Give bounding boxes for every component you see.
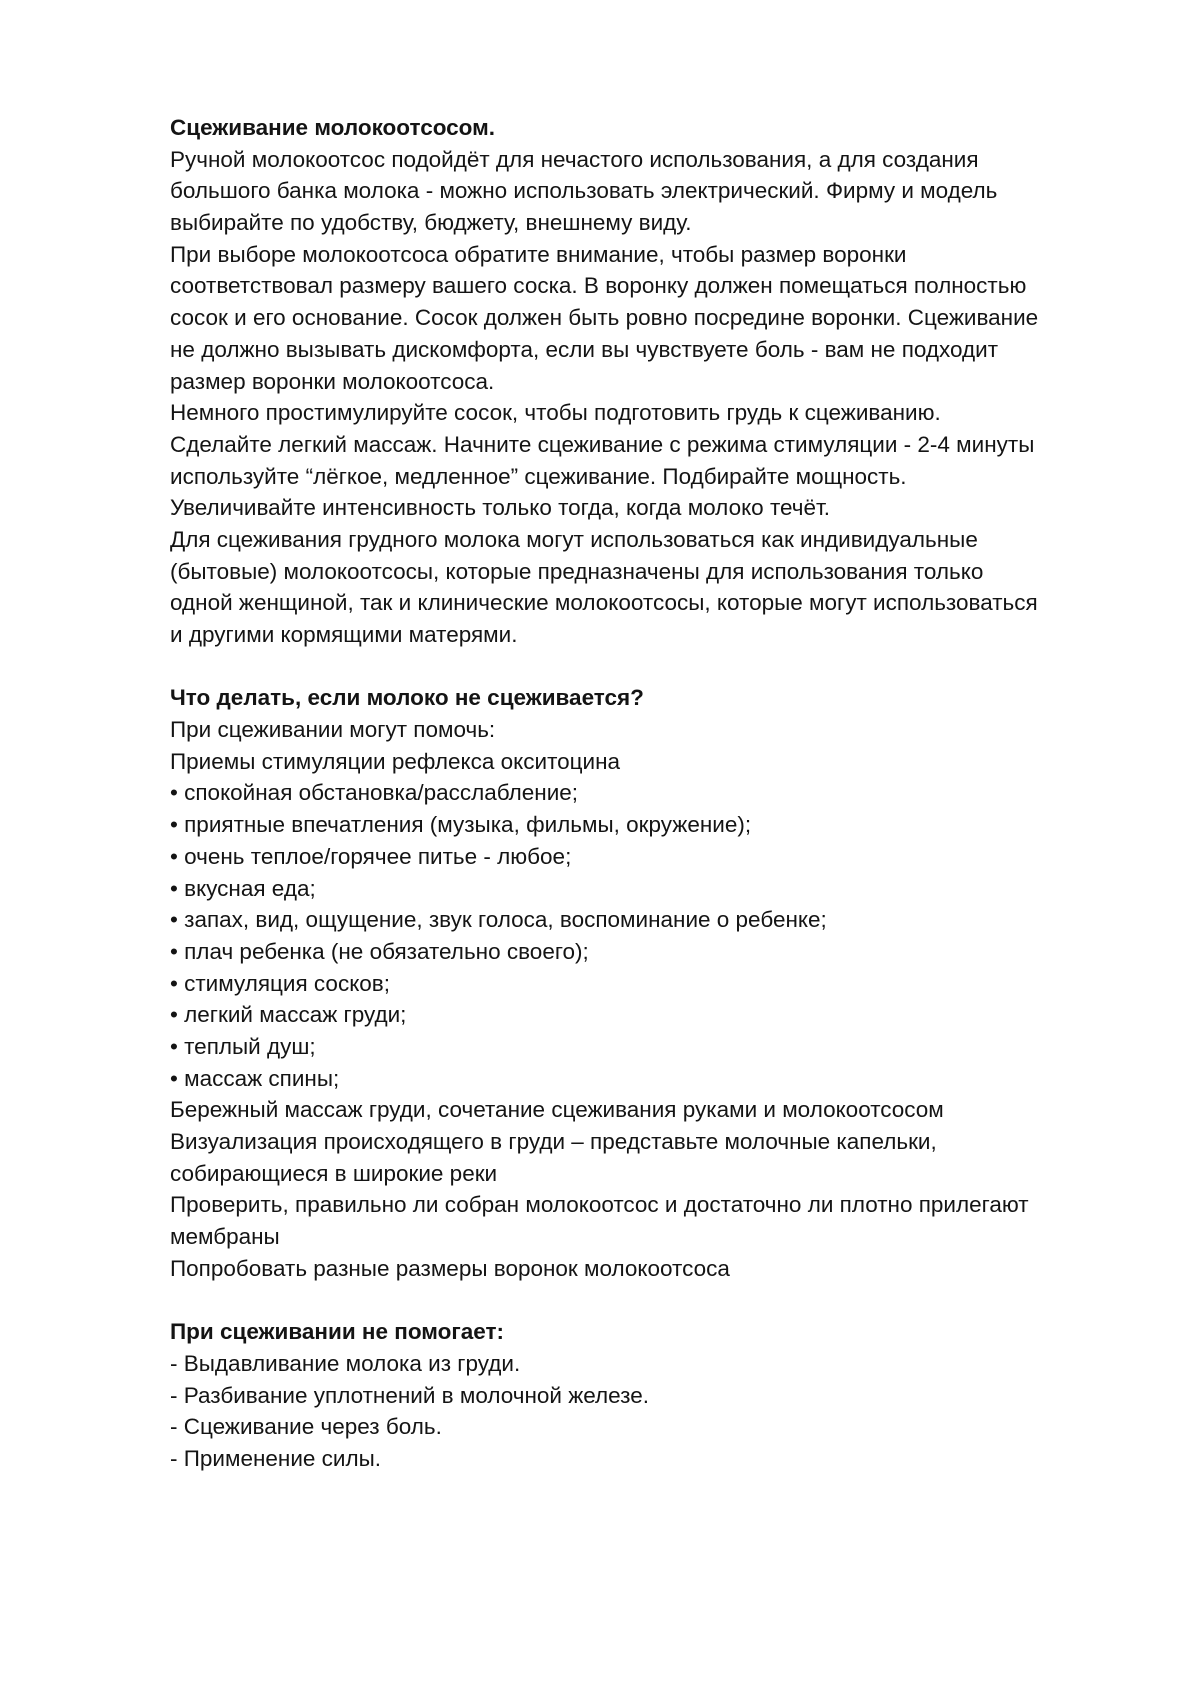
list-item: • массаж спины; bbox=[170, 1065, 340, 1091]
section-heading: Сцеживание молокоотсосом. bbox=[170, 115, 496, 140]
paragraph-line: собирающиеся в широкие реки bbox=[170, 1160, 498, 1186]
paragraph-line: Для сцеживания грудного молока могут использоваться как индивидуальные bbox=[170, 526, 978, 552]
list-item: • стимуляция сосков; bbox=[170, 970, 391, 996]
paragraph-line: сосок и его основание. Сосок должен быть ровно посредине воронки. Сцеживание bbox=[170, 305, 1039, 331]
list-item: - Сцеживание через боль. bbox=[170, 1414, 442, 1440]
paragraph-line: соответствовал размеру вашего соска. В воронку должен помещаться полностью bbox=[170, 273, 1027, 299]
section-no-milk bbox=[170, 682, 1130, 1284]
list-item: - Применение силы. bbox=[170, 1445, 382, 1471]
paragraph-line: (бытовые) молокоотсосы, которые предназначены для использования только bbox=[170, 558, 984, 584]
paragraph-line: Бережный массаж груди, сочетание сцеживания руками и молокоотсосом bbox=[170, 1097, 944, 1123]
paragraph-line: размер воронки молокоотсоса. bbox=[170, 368, 495, 394]
section-does-not-help bbox=[170, 1316, 1130, 1474]
section-heading: При сцеживании не помогает: bbox=[170, 1319, 504, 1345]
section-spacer bbox=[170, 651, 1130, 683]
section-spacer bbox=[170, 1284, 1130, 1316]
list-item: • вкусная еда; bbox=[170, 875, 316, 901]
paragraph-line: Визуализация происходящего в груди – представьте молочные капельки, bbox=[170, 1129, 937, 1154]
paragraph-line: Попробовать разные размеры воронок молокоотсоса bbox=[170, 1255, 730, 1281]
list-item: • легкий массаж груди; bbox=[170, 1002, 407, 1028]
list-item: • плач ребенка (не обязательно своего); bbox=[170, 938, 589, 964]
paragraph-line: используйте “лёгкое, медленное” сцеживание. Подбирайте мощность. bbox=[170, 463, 907, 489]
paragraph-line: Увеличивайте интенсивность только тогда, когда молоко течёт. bbox=[170, 495, 831, 521]
paragraph-line: одной женщиной, так и клинические молокоотсосы, которые могут использоваться bbox=[170, 590, 1038, 616]
paragraph-line: Проверить, правильно ли собран молокоотсос и достаточно ли плотно прилегают bbox=[170, 1192, 1029, 1218]
document-page bbox=[170, 112, 1130, 1475]
paragraph-line: При сцеживании могут помочь: bbox=[170, 717, 496, 743]
paragraph-line: Сделайте легкий массаж. Начните сцеживание с режима стимуляции - 2-4 минуты bbox=[170, 431, 1035, 457]
paragraph-line: При выборе молокоотсоса обратите внимание, чтобы размер воронки bbox=[170, 241, 907, 267]
section-breast-pump bbox=[170, 112, 1130, 651]
paragraph-line: Немного простимулируйте сосок, чтобы подготовить грудь к сцеживанию. bbox=[170, 400, 941, 426]
paragraph-line: мембраны bbox=[170, 1224, 280, 1250]
paragraph-line: большого банка молока - можно использовать электрический. Фирму и модель bbox=[170, 178, 998, 204]
paragraph-line: Приемы стимуляции рефлекса окситоцина bbox=[170, 748, 621, 774]
paragraph-line: Ручной молокоотсос подойдёт для нечастого использования, а для создания bbox=[170, 146, 979, 172]
list-item: • очень теплое/горячее питье - любое; bbox=[170, 843, 572, 869]
paragraph-line: и другими кормящими матерями. bbox=[170, 622, 518, 647]
list-item: • приятные впечатления (музыка, фильмы, окружение); bbox=[170, 812, 752, 838]
list-item: - Разбивание уплотнений в молочной железе. bbox=[170, 1382, 650, 1408]
list-item: • теплый душ; bbox=[170, 1033, 316, 1059]
paragraph-line: выбирайте по удобству, бюджету, внешнему виду. bbox=[170, 210, 692, 236]
section-heading: Что делать, если молоко не сцеживается? bbox=[170, 685, 644, 711]
list-item: - Выдавливание молока из груди. bbox=[170, 1350, 521, 1376]
list-item: • запах, вид, ощущение, звук голоса, воспоминание о ребенке; bbox=[170, 907, 827, 933]
list-item: • спокойная обстановка/расслабление; bbox=[170, 780, 579, 806]
paragraph-line: не должно вызывать дискомфорта, если вы чувствуете боль - вам не подходит bbox=[170, 336, 999, 362]
